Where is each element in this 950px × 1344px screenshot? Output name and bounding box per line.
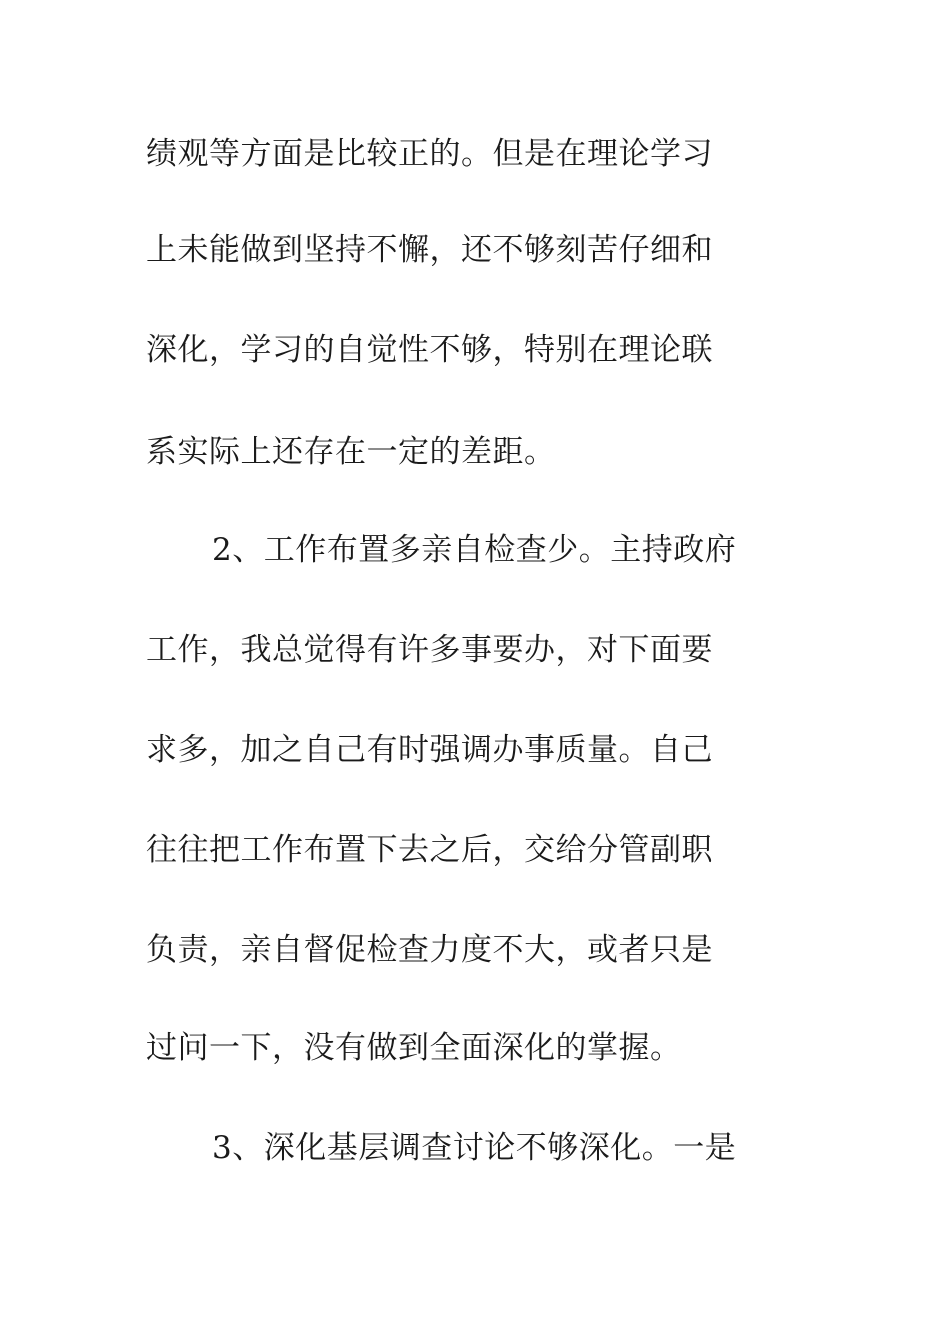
- text-line-8: 往往把工作布置下去之后，交给分管副职: [146, 832, 713, 868]
- text-line-1: 绩观等方面是比较正的。但是在理论学习: [146, 136, 713, 172]
- text-line-2: 上未能做到坚持不懈，还不够刻苦仔细和: [146, 232, 713, 268]
- text-line-6: 工作，我总觉得有许多事要办，对下面要: [146, 632, 713, 668]
- text-line-10: 过问一下，没有做到全面深化的掌握。: [146, 1030, 682, 1066]
- text-line-3: 深化，学习的自觉性不够，特别在理论联: [146, 332, 713, 368]
- text-line-7: 求多，加之自己有时强调办事质量。自己: [146, 732, 713, 768]
- text-line-4: 系实际上还存在一定的差距。: [146, 434, 556, 470]
- text-line-5: 2、工作布置多亲自检查少。主持政府: [212, 532, 737, 568]
- text-line-11: 3、深化基层调查讨论不够深化。一是: [212, 1130, 737, 1166]
- text-line-9: 负责，亲自督促检查力度不大，或者只是: [146, 932, 713, 968]
